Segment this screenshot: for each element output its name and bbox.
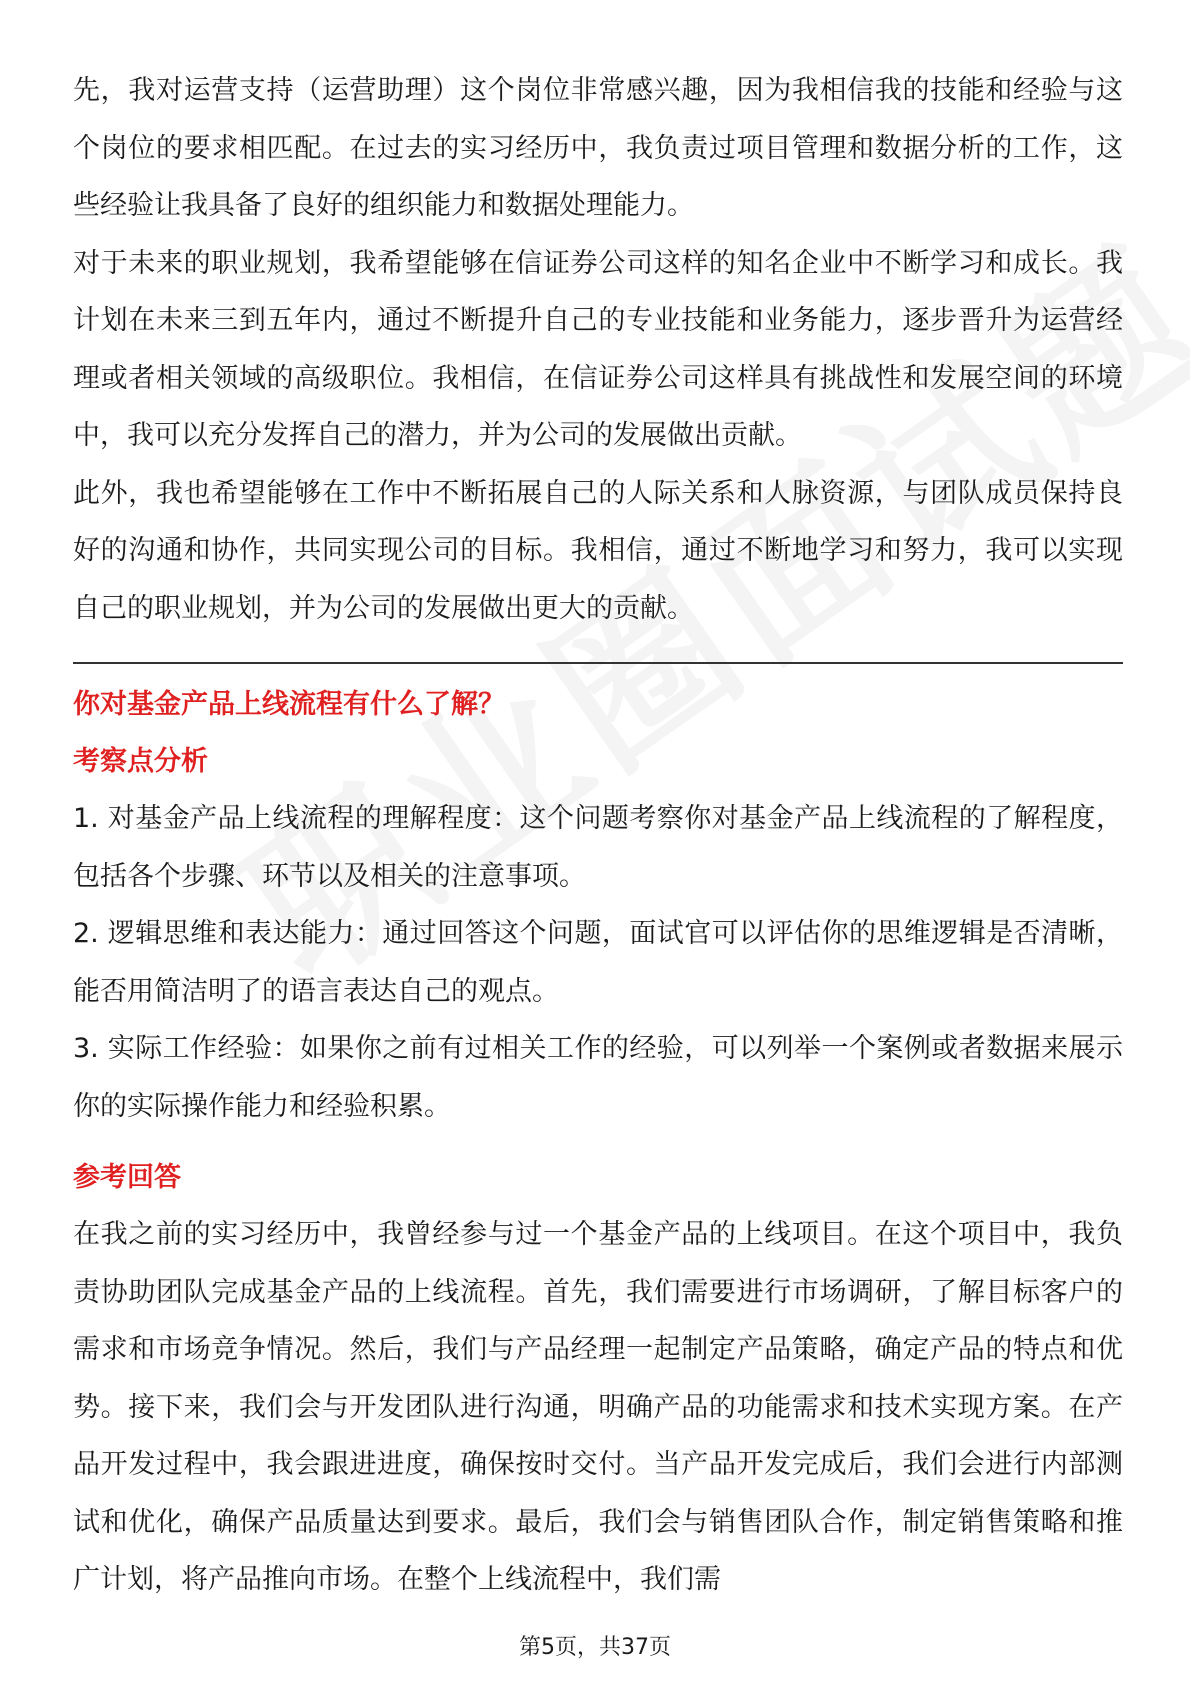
- analysis-item-1: 1. 对基金产品上线流程的理解程度：这个问题考察你对基金产品上线流程的了解程度，包括各个步骤、环节以及相关的注意事项。: [73, 803, 1123, 892]
- document-page: [73, 62, 1123, 1609]
- intro-paragraph-3: 此外，我也希望能够在工作中不断拓展自己的人际关系和人脉资源，与团队成员保持良好的沟通和协作，共同实现公司的目标。我相信，通过不断地学习和努力，我可以实现自己的职业规划，并为公司的发展做出更大的贡献。: [73, 477, 1123, 624]
- page-number: 第5页，共37页: [519, 1635, 671, 1660]
- section-divider: [73, 662, 1123, 664]
- analysis-title: 考察点分析: [73, 746, 208, 777]
- analysis-item-2: 2. 逻辑思维和表达能力：通过回答这个问题，面试官可以评估你的思维逻辑是否清晰，能否用简洁明了的语言表达自己的观点。: [73, 918, 1123, 1007]
- question-heading: 你对基金产品上线流程有什么了解？: [73, 689, 505, 720]
- intro-paragraph-1: 先，我对运营支持（运营助理）这个岗位非常感兴趣，因为我相信我的技能和经验与这个岗位的要求相匹配。在过去的实习经历中，我负责过项目管理和数据分析的工作，这些经验让我具备了良好的组织能力和数据处理能力。: [73, 75, 1123, 221]
- answer-title: 参考回答: [73, 1162, 181, 1193]
- answer-text: 在我之前的实习经历中，我曾经参与过一个基金产品的上线项目。在这个项目中，我负责协助团队完成基金产品的上线流程。首先，我们需要进行市场调研，了解目标客户的需求和市场竞争情况。然后，我们与产品经理一起制定产品策略，确定产品的特点和优势。接下来，我们会与开发团队进行沟通，明确产品的功能需求和技术实现方案。在产品开发过程中，我会跟进进度，确保按时交付。当产品开发完成后，我们会进行内部测试和优化，确保产品质量达到要求。最后，我们会与销售团队合作，制定销售策略和推广计划，将产品推向市场。在整个上线流程中，我们需: [73, 1219, 1123, 1595]
- analysis-item-3: 3. 实际工作经验：如果你之前有过相关工作的经验，可以列举一个案例或者数据来展示你的实际操作能力和经验积累。: [73, 1033, 1123, 1122]
- intro-paragraph-2: 对于未来的职业规划，我希望能够在信证券公司这样的知名企业中不断学习和成长。我计划在未来三到五年内，通过不断提升自己的专业技能和业务能力，逐步晋升为运营经理或者相关领域的高级职位。我相信，在信证券公司这样具有挑战性和发展空间的环境中，我可以充分发挥自己的潜力，并为公司的发展做出贡献。: [73, 247, 1123, 451]
